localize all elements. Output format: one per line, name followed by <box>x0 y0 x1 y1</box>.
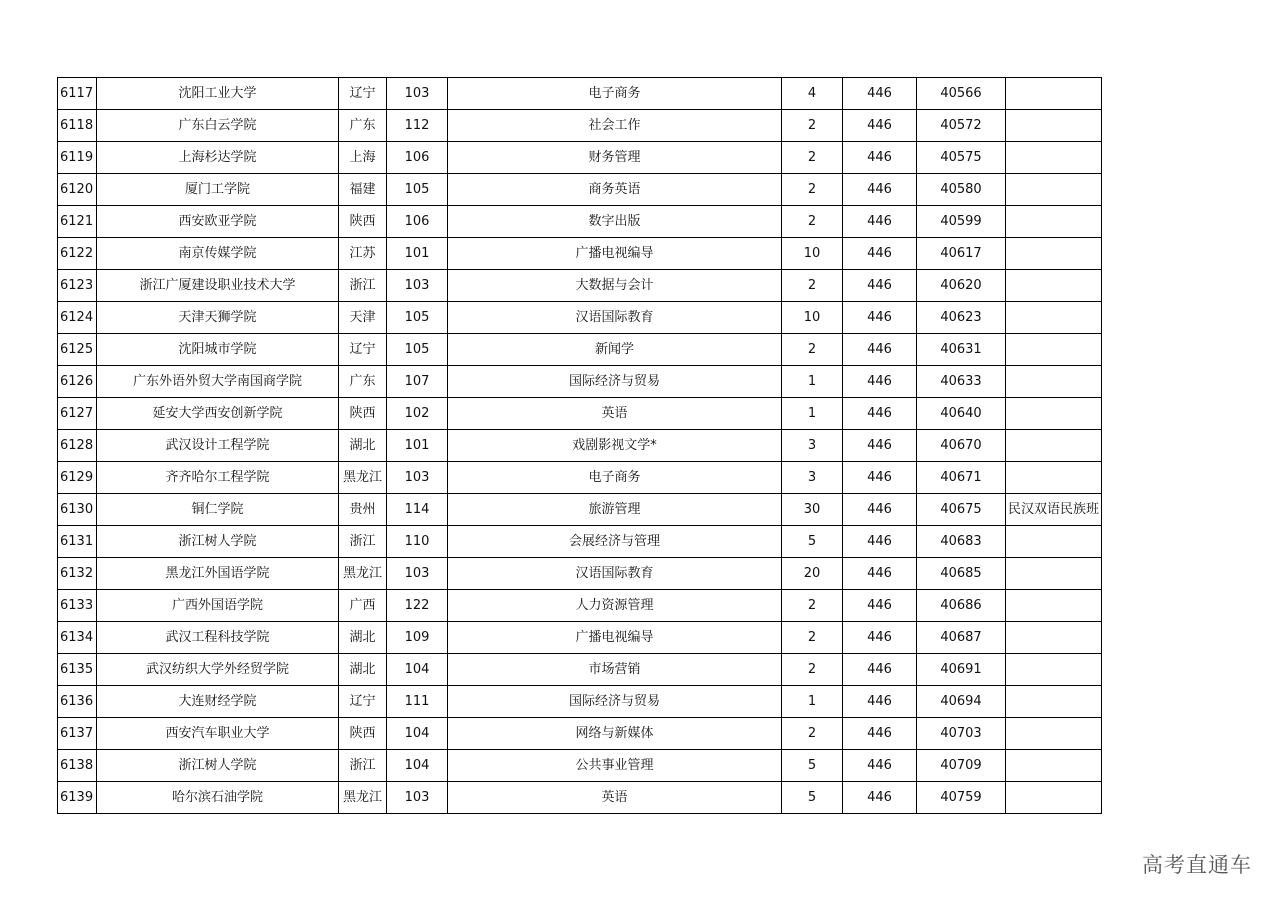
table-row <box>58 206 1102 238</box>
cell-score: 446 <box>843 782 917 814</box>
cell-major-code: 104 <box>387 654 448 686</box>
cell-major: 网络与新媒体 <box>448 718 782 750</box>
cell-school: 南京传媒学院 <box>97 238 339 270</box>
cell-id: 6134 <box>58 622 97 654</box>
cell-count: 2 <box>782 142 843 174</box>
cell-score: 446 <box>843 750 917 782</box>
table-row <box>58 238 1102 270</box>
cell-score: 446 <box>843 334 917 366</box>
cell-major-code: 103 <box>387 270 448 302</box>
cell-note <box>1006 782 1102 814</box>
cell-major: 数字出版 <box>448 206 782 238</box>
cell-province: 浙江 <box>339 270 387 302</box>
cell-rank: 40575 <box>917 142 1006 174</box>
cell-count: 2 <box>782 654 843 686</box>
cell-count: 10 <box>782 302 843 334</box>
cell-major-code: 112 <box>387 110 448 142</box>
cell-rank: 40670 <box>917 430 1006 462</box>
cell-id: 6132 <box>58 558 97 590</box>
cell-school: 黑龙江外国语学院 <box>97 558 339 590</box>
cell-count: 2 <box>782 174 843 206</box>
cell-major-code: 109 <box>387 622 448 654</box>
cell-school: 铜仁学院 <box>97 494 339 526</box>
cell-score: 446 <box>843 526 917 558</box>
table-row <box>58 494 1102 526</box>
cell-count: 2 <box>782 622 843 654</box>
cell-rank: 40640 <box>917 398 1006 430</box>
table-row <box>58 334 1102 366</box>
cell-id: 6131 <box>58 526 97 558</box>
cell-province: 湖北 <box>339 430 387 462</box>
cell-rank: 40633 <box>917 366 1006 398</box>
cell-major-code: 105 <box>387 334 448 366</box>
cell-score: 446 <box>843 686 917 718</box>
cell-rank: 40759 <box>917 782 1006 814</box>
cell-count: 2 <box>782 110 843 142</box>
table-row <box>58 462 1102 494</box>
cell-province: 广西 <box>339 590 387 622</box>
cell-note: 民汉双语民族班 <box>1006 494 1102 526</box>
cell-major-code: 111 <box>387 686 448 718</box>
cell-rank: 40572 <box>917 110 1006 142</box>
cell-score: 446 <box>843 142 917 174</box>
cell-province: 福建 <box>339 174 387 206</box>
table-row <box>58 622 1102 654</box>
cell-major: 电子商务 <box>448 462 782 494</box>
cell-count: 1 <box>782 398 843 430</box>
cell-rank: 40703 <box>917 718 1006 750</box>
table-row <box>58 750 1102 782</box>
cell-province: 广东 <box>339 110 387 142</box>
cell-id: 6120 <box>58 174 97 206</box>
cell-note <box>1006 238 1102 270</box>
cell-id: 6119 <box>58 142 97 174</box>
cell-major: 英语 <box>448 398 782 430</box>
cell-count: 3 <box>782 430 843 462</box>
cell-id: 6139 <box>58 782 97 814</box>
cell-school: 沈阳城市学院 <box>97 334 339 366</box>
cell-count: 5 <box>782 526 843 558</box>
cell-province: 黑龙江 <box>339 462 387 494</box>
cell-rank: 40620 <box>917 270 1006 302</box>
table-row <box>58 142 1102 174</box>
cell-note <box>1006 750 1102 782</box>
cell-id: 6122 <box>58 238 97 270</box>
cell-id: 6137 <box>58 718 97 750</box>
cell-rank: 40694 <box>917 686 1006 718</box>
cell-score: 446 <box>843 78 917 110</box>
cell-score: 446 <box>843 590 917 622</box>
cell-rank: 40599 <box>917 206 1006 238</box>
table-row <box>58 782 1102 814</box>
cell-major-code: 107 <box>387 366 448 398</box>
cell-id: 6138 <box>58 750 97 782</box>
table-row <box>58 526 1102 558</box>
cell-province: 黑龙江 <box>339 782 387 814</box>
table-row <box>58 558 1102 590</box>
cell-school: 浙江树人学院 <box>97 526 339 558</box>
cell-major: 市场营销 <box>448 654 782 686</box>
cell-count: 5 <box>782 782 843 814</box>
cell-major: 人力资源管理 <box>448 590 782 622</box>
table-row <box>58 270 1102 302</box>
cell-score: 446 <box>843 462 917 494</box>
cell-note <box>1006 366 1102 398</box>
watermark-text: 高考直通车 <box>1142 853 1252 877</box>
cell-major: 财务管理 <box>448 142 782 174</box>
cell-score: 446 <box>843 302 917 334</box>
cell-note <box>1006 622 1102 654</box>
cell-note <box>1006 398 1102 430</box>
cell-rank: 40709 <box>917 750 1006 782</box>
cell-major: 社会工作 <box>448 110 782 142</box>
cell-major-code: 105 <box>387 174 448 206</box>
cell-province: 陕西 <box>339 206 387 238</box>
cell-score: 446 <box>843 398 917 430</box>
cell-major: 旅游管理 <box>448 494 782 526</box>
cell-province: 浙江 <box>339 750 387 782</box>
cell-note <box>1006 110 1102 142</box>
cell-rank: 40675 <box>917 494 1006 526</box>
cell-school: 广东白云学院 <box>97 110 339 142</box>
cell-major-code: 103 <box>387 558 448 590</box>
cell-count: 30 <box>782 494 843 526</box>
cell-major-code: 104 <box>387 750 448 782</box>
cell-major: 广播电视编导 <box>448 238 782 270</box>
cell-major-code: 102 <box>387 398 448 430</box>
cell-school: 大连财经学院 <box>97 686 339 718</box>
cell-major-code: 103 <box>387 462 448 494</box>
table-body <box>58 78 1102 814</box>
cell-score: 446 <box>843 654 917 686</box>
cell-major: 大数据与会计 <box>448 270 782 302</box>
cell-note <box>1006 718 1102 750</box>
cell-note <box>1006 526 1102 558</box>
cell-major: 戏剧影视文学* <box>448 430 782 462</box>
cell-school: 浙江树人学院 <box>97 750 339 782</box>
cell-rank: 40631 <box>917 334 1006 366</box>
cell-id: 6124 <box>58 302 97 334</box>
cell-score: 446 <box>843 558 917 590</box>
cell-count: 2 <box>782 270 843 302</box>
cell-school: 西安汽车职业大学 <box>97 718 339 750</box>
cell-id: 6126 <box>58 366 97 398</box>
table-row <box>58 686 1102 718</box>
cell-note <box>1006 174 1102 206</box>
cell-school: 广东外语外贸大学南国商学院 <box>97 366 339 398</box>
cell-school: 武汉设计工程学院 <box>97 430 339 462</box>
cell-school: 上海杉达学院 <box>97 142 339 174</box>
cell-province: 黑龙江 <box>339 558 387 590</box>
cell-school: 延安大学西安创新学院 <box>97 398 339 430</box>
cell-id: 6117 <box>58 78 97 110</box>
cell-school: 哈尔滨石油学院 <box>97 782 339 814</box>
cell-school: 浙江广厦建设职业技术大学 <box>97 270 339 302</box>
cell-rank: 40580 <box>917 174 1006 206</box>
cell-school: 武汉工程科技学院 <box>97 622 339 654</box>
table-row <box>58 78 1102 110</box>
cell-note <box>1006 462 1102 494</box>
cell-score: 446 <box>843 270 917 302</box>
cell-province: 上海 <box>339 142 387 174</box>
cell-province: 天津 <box>339 302 387 334</box>
cell-count: 20 <box>782 558 843 590</box>
cell-province: 浙江 <box>339 526 387 558</box>
admissions-table <box>57 77 1102 814</box>
table-row <box>58 398 1102 430</box>
cell-province: 广东 <box>339 366 387 398</box>
cell-major-code: 103 <box>387 782 448 814</box>
cell-count: 10 <box>782 238 843 270</box>
cell-rank: 40566 <box>917 78 1006 110</box>
cell-note <box>1006 142 1102 174</box>
cell-major: 国际经济与贸易 <box>448 366 782 398</box>
cell-id: 6123 <box>58 270 97 302</box>
cell-major: 汉语国际教育 <box>448 558 782 590</box>
cell-major: 国际经济与贸易 <box>448 686 782 718</box>
cell-school: 广西外国语学院 <box>97 590 339 622</box>
cell-rank: 40686 <box>917 590 1006 622</box>
cell-major: 英语 <box>448 782 782 814</box>
cell-note <box>1006 590 1102 622</box>
cell-major-code: 106 <box>387 206 448 238</box>
cell-note <box>1006 302 1102 334</box>
cell-school: 西安欧亚学院 <box>97 206 339 238</box>
cell-province: 湖北 <box>339 622 387 654</box>
cell-school: 沈阳工业大学 <box>97 78 339 110</box>
cell-major: 广播电视编导 <box>448 622 782 654</box>
cell-count: 1 <box>782 366 843 398</box>
cell-id: 6121 <box>58 206 97 238</box>
cell-province: 贵州 <box>339 494 387 526</box>
cell-note <box>1006 686 1102 718</box>
cell-province: 辽宁 <box>339 78 387 110</box>
cell-score: 446 <box>843 174 917 206</box>
cell-rank: 40671 <box>917 462 1006 494</box>
cell-province: 江苏 <box>339 238 387 270</box>
cell-major: 会展经济与管理 <box>448 526 782 558</box>
cell-major: 电子商务 <box>448 78 782 110</box>
cell-id: 6130 <box>58 494 97 526</box>
cell-count: 2 <box>782 718 843 750</box>
table-row <box>58 174 1102 206</box>
cell-count: 2 <box>782 590 843 622</box>
cell-major-code: 106 <box>387 142 448 174</box>
cell-count: 1 <box>782 686 843 718</box>
cell-note <box>1006 654 1102 686</box>
cell-province: 湖北 <box>339 654 387 686</box>
cell-rank: 40691 <box>917 654 1006 686</box>
cell-rank: 40683 <box>917 526 1006 558</box>
cell-rank: 40687 <box>917 622 1006 654</box>
cell-note <box>1006 206 1102 238</box>
cell-school: 齐齐哈尔工程学院 <box>97 462 339 494</box>
cell-score: 446 <box>843 110 917 142</box>
cell-id: 6135 <box>58 654 97 686</box>
cell-count: 5 <box>782 750 843 782</box>
cell-score: 446 <box>843 366 917 398</box>
cell-major: 汉语国际教育 <box>448 302 782 334</box>
table-row <box>58 430 1102 462</box>
cell-school: 天津天狮学院 <box>97 302 339 334</box>
cell-major-code: 114 <box>387 494 448 526</box>
cell-id: 6127 <box>58 398 97 430</box>
cell-major-code: 105 <box>387 302 448 334</box>
cell-rank: 40623 <box>917 302 1006 334</box>
cell-count: 4 <box>782 78 843 110</box>
cell-province: 辽宁 <box>339 686 387 718</box>
cell-note <box>1006 334 1102 366</box>
table-row <box>58 366 1102 398</box>
cell-rank: 40685 <box>917 558 1006 590</box>
table-row <box>58 302 1102 334</box>
cell-major-code: 104 <box>387 718 448 750</box>
cell-major-code: 101 <box>387 430 448 462</box>
cell-rank: 40617 <box>917 238 1006 270</box>
cell-province: 陕西 <box>339 398 387 430</box>
cell-note <box>1006 78 1102 110</box>
table-row <box>58 110 1102 142</box>
table-row <box>58 654 1102 686</box>
cell-major: 公共事业管理 <box>448 750 782 782</box>
cell-score: 446 <box>843 238 917 270</box>
cell-count: 2 <box>782 334 843 366</box>
cell-score: 446 <box>843 718 917 750</box>
cell-score: 446 <box>843 494 917 526</box>
cell-id: 6133 <box>58 590 97 622</box>
cell-count: 3 <box>782 462 843 494</box>
cell-major-code: 103 <box>387 78 448 110</box>
cell-note <box>1006 270 1102 302</box>
cell-province: 辽宁 <box>339 334 387 366</box>
table-row <box>58 718 1102 750</box>
cell-id: 6129 <box>58 462 97 494</box>
cell-id: 6128 <box>58 430 97 462</box>
cell-score: 446 <box>843 622 917 654</box>
cell-id: 6125 <box>58 334 97 366</box>
cell-note <box>1006 430 1102 462</box>
table-row <box>58 590 1102 622</box>
cell-major-code: 101 <box>387 238 448 270</box>
cell-school: 武汉纺织大学外经贸学院 <box>97 654 339 686</box>
cell-id: 6136 <box>58 686 97 718</box>
cell-major: 新闻学 <box>448 334 782 366</box>
cell-note <box>1006 558 1102 590</box>
cell-province: 陕西 <box>339 718 387 750</box>
cell-count: 2 <box>782 206 843 238</box>
cell-major: 商务英语 <box>448 174 782 206</box>
cell-major-code: 122 <box>387 590 448 622</box>
cell-score: 446 <box>843 206 917 238</box>
cell-school: 厦门工学院 <box>97 174 339 206</box>
cell-score: 446 <box>843 430 917 462</box>
cell-id: 6118 <box>58 110 97 142</box>
cell-major-code: 110 <box>387 526 448 558</box>
